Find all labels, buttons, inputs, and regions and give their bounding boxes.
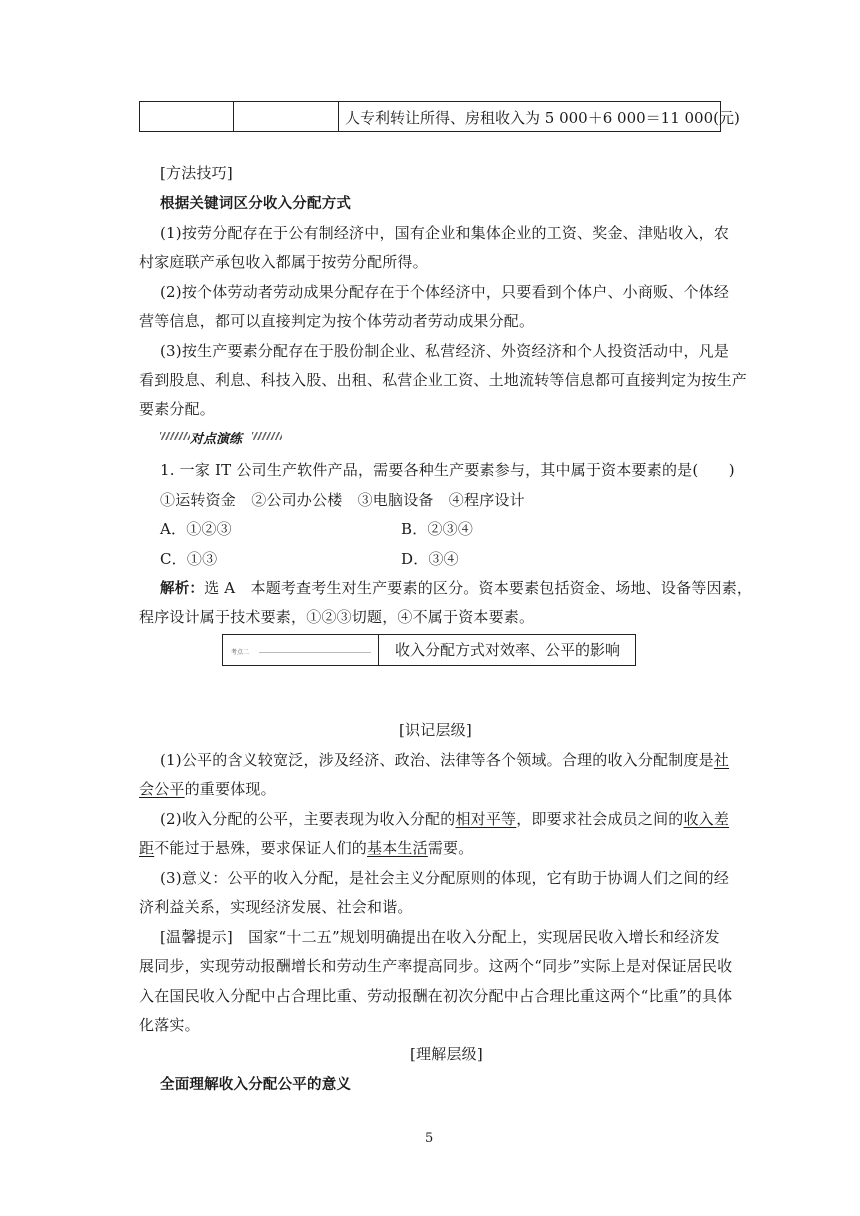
table-divider	[338, 102, 339, 131]
top-table	[139, 101, 740, 132]
underlined-term: 收入差	[683, 810, 730, 828]
banner-stripe	[160, 432, 190, 440]
text-span: 国家“十二五”规划明确提出在收入分配上，实现居民收入增长和经济发	[232, 928, 720, 946]
text-span: 的重要体现。	[184, 780, 276, 798]
text-span: (2)收入分配的公平，主要表现为收入分配的	[160, 810, 456, 828]
understand-heading: 全面理解收入分配公平的意义	[160, 1077, 352, 1093]
recall-paragraph-line	[160, 808, 729, 829]
section-title-box	[222, 634, 636, 666]
banner-stripe	[252, 432, 282, 440]
answer-label: 解析：	[160, 581, 205, 597]
section-underline	[259, 652, 371, 653]
underlined-term: 基本生活	[367, 839, 428, 857]
answer-line	[160, 577, 752, 598]
method-paragraph-line: 营等信息，都可以直接判定为按个体劳动者劳动成果分配。	[139, 312, 535, 330]
method-paragraph-line: 看到股息、利息、科技入股、出租、私营企业工资、土地流转等信息都可直接判定为按生产	[139, 371, 748, 389]
tip-line: 展同步，实现劳动报酬增长和劳动生产率提高同步。这两个“同步”实际上是对保证居民收	[139, 957, 733, 975]
option-a: A．①②③	[160, 520, 232, 538]
table-cell-text: 人专利转让所得、房租收入为 5 000＋6 000＝11 000(元)	[345, 109, 740, 127]
method-paragraph-line: 村家庭联产承包收入都属于按劳分配所得。	[139, 253, 428, 271]
option-c: C．①③	[160, 550, 218, 568]
underlined-term: 距	[139, 839, 155, 857]
recall-paragraph-line: (3)意义：公平的收入分配，是社会主义分配原则的体现，它有助于协调人们之间的经	[160, 869, 730, 887]
tip-line: 入在国民收入分配中占合理比重、劳动报酬在初次分配中占合理比重这两个“比重”的具体	[139, 987, 733, 1005]
page-number: 5	[425, 1131, 434, 1146]
section-title: 收入分配方式对效率、公平的影响	[395, 641, 621, 659]
answer-text: 选 A 本题考查考生对生产要素的区分。资本要素包括资金、场地、设备等因素，	[204, 579, 753, 597]
method-paragraph-line: (1)按劳分配存在于公有制经济中，国有企业和集体企业的工资、奖金、津贴收入，农	[160, 224, 730, 242]
text-span: (1)公平的含义较宽泛，涉及经济、政治、法律等各个领域。合理的收入分配制度是	[160, 751, 714, 769]
option-b: B．②③④	[401, 520, 474, 538]
underlined-term: 社	[713, 751, 730, 769]
method-heading: 根据关键词区分收入分配方式	[160, 196, 352, 212]
recall-paragraph-line	[139, 837, 473, 858]
understand-tag: [理解层级]	[410, 1045, 483, 1063]
underlined-term: 相对平等	[455, 810, 517, 828]
practice-banner	[160, 428, 300, 447]
question-text: 1. 一家 IT 公司生产软件产品，需要各种生产要素参与，其中属于资本要素的是( )	[160, 461, 735, 479]
method-paragraph-line: (2)按个体劳动者劳动成果分配存在于个体经济中，只要看到个体户、小商贩、个体经	[160, 283, 730, 301]
recall-paragraph-line	[160, 749, 729, 770]
answer-line: 程序设计属于技术要素，①②③切题，④不属于资本要素。	[139, 608, 535, 626]
option-d: D．③④	[401, 550, 459, 568]
recall-paragraph-line: 济利益关系，实现经济发展、社会和谐。	[139, 898, 413, 916]
banner-label: 对点演练	[190, 432, 243, 447]
recall-paragraph-line	[139, 778, 276, 799]
text-span: 不能过于悬殊，要求保证人们的	[154, 839, 368, 857]
tip-line	[160, 926, 720, 947]
text-span: 需要。	[427, 839, 474, 857]
section-number: 考点二	[231, 649, 250, 656]
tip-line: 化落实。	[139, 1016, 200, 1034]
method-paragraph-line: (3)按生产要素分配存在于股份制企业、私营经济、外资经济和个人投资活动中，凡是	[160, 342, 730, 360]
box-divider	[378, 635, 379, 665]
question-items: ①运转资金 ②公司办公楼 ③电脑设备 ④程序设计	[160, 491, 525, 509]
recall-tag: [识记层级]	[399, 721, 472, 739]
table-divider	[233, 102, 234, 131]
method-tag: [方法技巧]	[160, 164, 233, 182]
tip-label: [温馨提示]	[160, 928, 233, 946]
underlined-term: 会公平	[139, 780, 185, 798]
text-span: ，即要求社会成员之间的	[516, 810, 684, 828]
method-paragraph-line: 要素分配。	[139, 400, 216, 418]
